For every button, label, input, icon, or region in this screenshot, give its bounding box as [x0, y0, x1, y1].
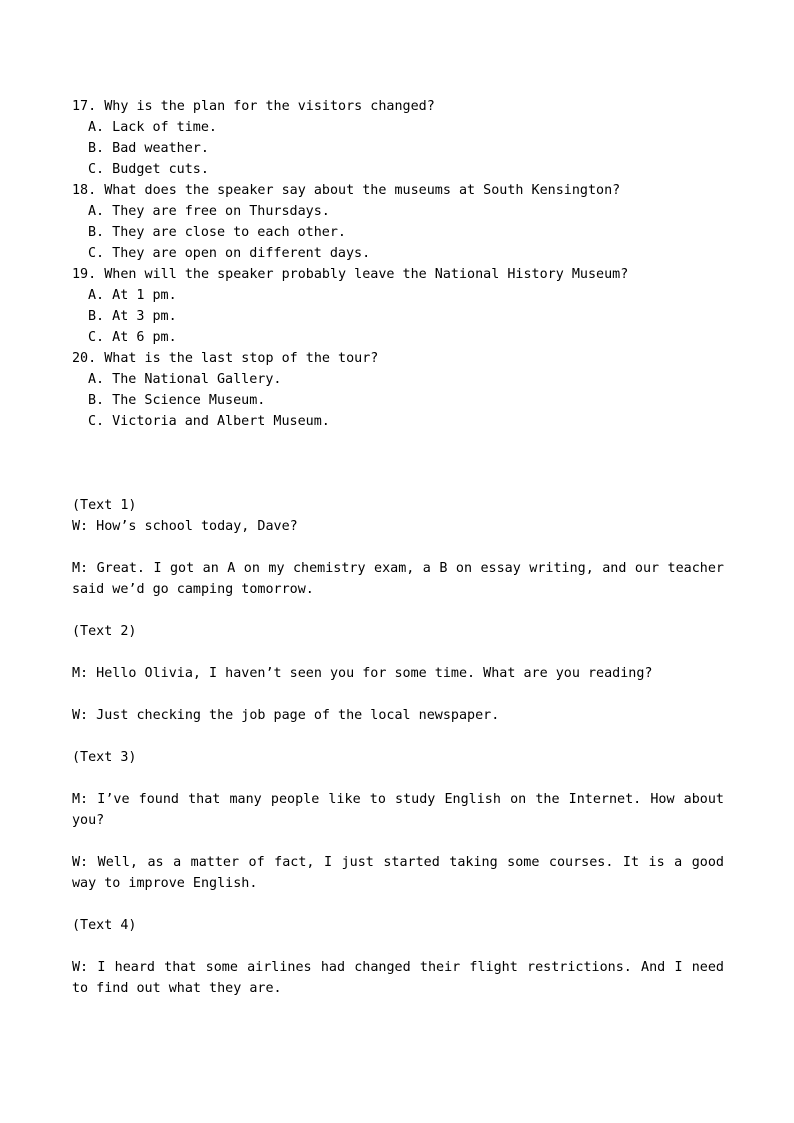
transcript-heading: (Text 4)	[72, 918, 137, 933]
question-17	[72, 96, 724, 180]
dialogue-line: W: I heard that some airlines had changed their flight restrictions. And I need to find out what they are.	[72, 960, 724, 996]
question-stem: 19. When will the speaker probably leave the National History Museum?	[72, 267, 629, 282]
transcript-heading: (Text 3)	[72, 750, 137, 765]
option-c: C. Budget cuts.	[88, 162, 209, 177]
question-stem: 17. Why is the plan for the visitors changed?	[72, 99, 435, 114]
transcript-text-3	[72, 747, 724, 915]
option-b: B. The Science Museum.	[88, 393, 266, 408]
question-18	[72, 180, 724, 264]
question-list	[72, 96, 724, 432]
option-c: C. At 6 pm.	[88, 330, 177, 345]
document-page	[72, 96, 724, 999]
dialogue-line: W: Just checking the job page of the local newspaper.	[72, 708, 500, 723]
dialogue-line: M: Hello Olivia, I haven’t seen you for some time. What are you reading?	[72, 666, 653, 681]
option-a: A. The National Gallery.	[88, 372, 282, 387]
transcript-heading: (Text 2)	[72, 624, 137, 639]
option-b: B. At 3 pm.	[88, 309, 177, 324]
question-stem: 18. What does the speaker say about the museums at South Kensington?	[72, 183, 621, 198]
question-19	[72, 264, 724, 348]
transcript	[72, 495, 724, 999]
option-a: A. At 1 pm.	[88, 288, 177, 303]
dialogue-line: W: Well, as a matter of fact, I just started taking some courses. It is a good way to improve English.	[72, 855, 724, 891]
option-a: A. They are free on Thursdays.	[88, 204, 330, 219]
transcript-heading: (Text 1)	[72, 498, 137, 513]
option-c: C. Victoria and Albert Museum.	[88, 414, 330, 429]
option-b: B. Bad weather.	[88, 141, 209, 156]
dialogue-line: W: How’s school today, Dave?	[72, 519, 298, 534]
transcript-text-2	[72, 621, 724, 747]
dialogue-line: M: Great. I got an A on my chemistry exam, a B on essay writing, and our teacher said we’d go camping tomorrow.	[72, 561, 724, 597]
question-stem: 20. What is the last stop of the tour?	[72, 351, 379, 366]
question-20	[72, 348, 724, 432]
option-c: C. They are open on different days.	[88, 246, 371, 261]
transcript-text-4	[72, 915, 724, 999]
dialogue-line: M: I’ve found that many people like to study English on the Internet. How about you?	[72, 792, 724, 828]
option-a: A. Lack of time.	[88, 120, 217, 135]
transcript-text-1	[72, 495, 724, 621]
option-b: B. They are close to each other.	[88, 225, 346, 240]
